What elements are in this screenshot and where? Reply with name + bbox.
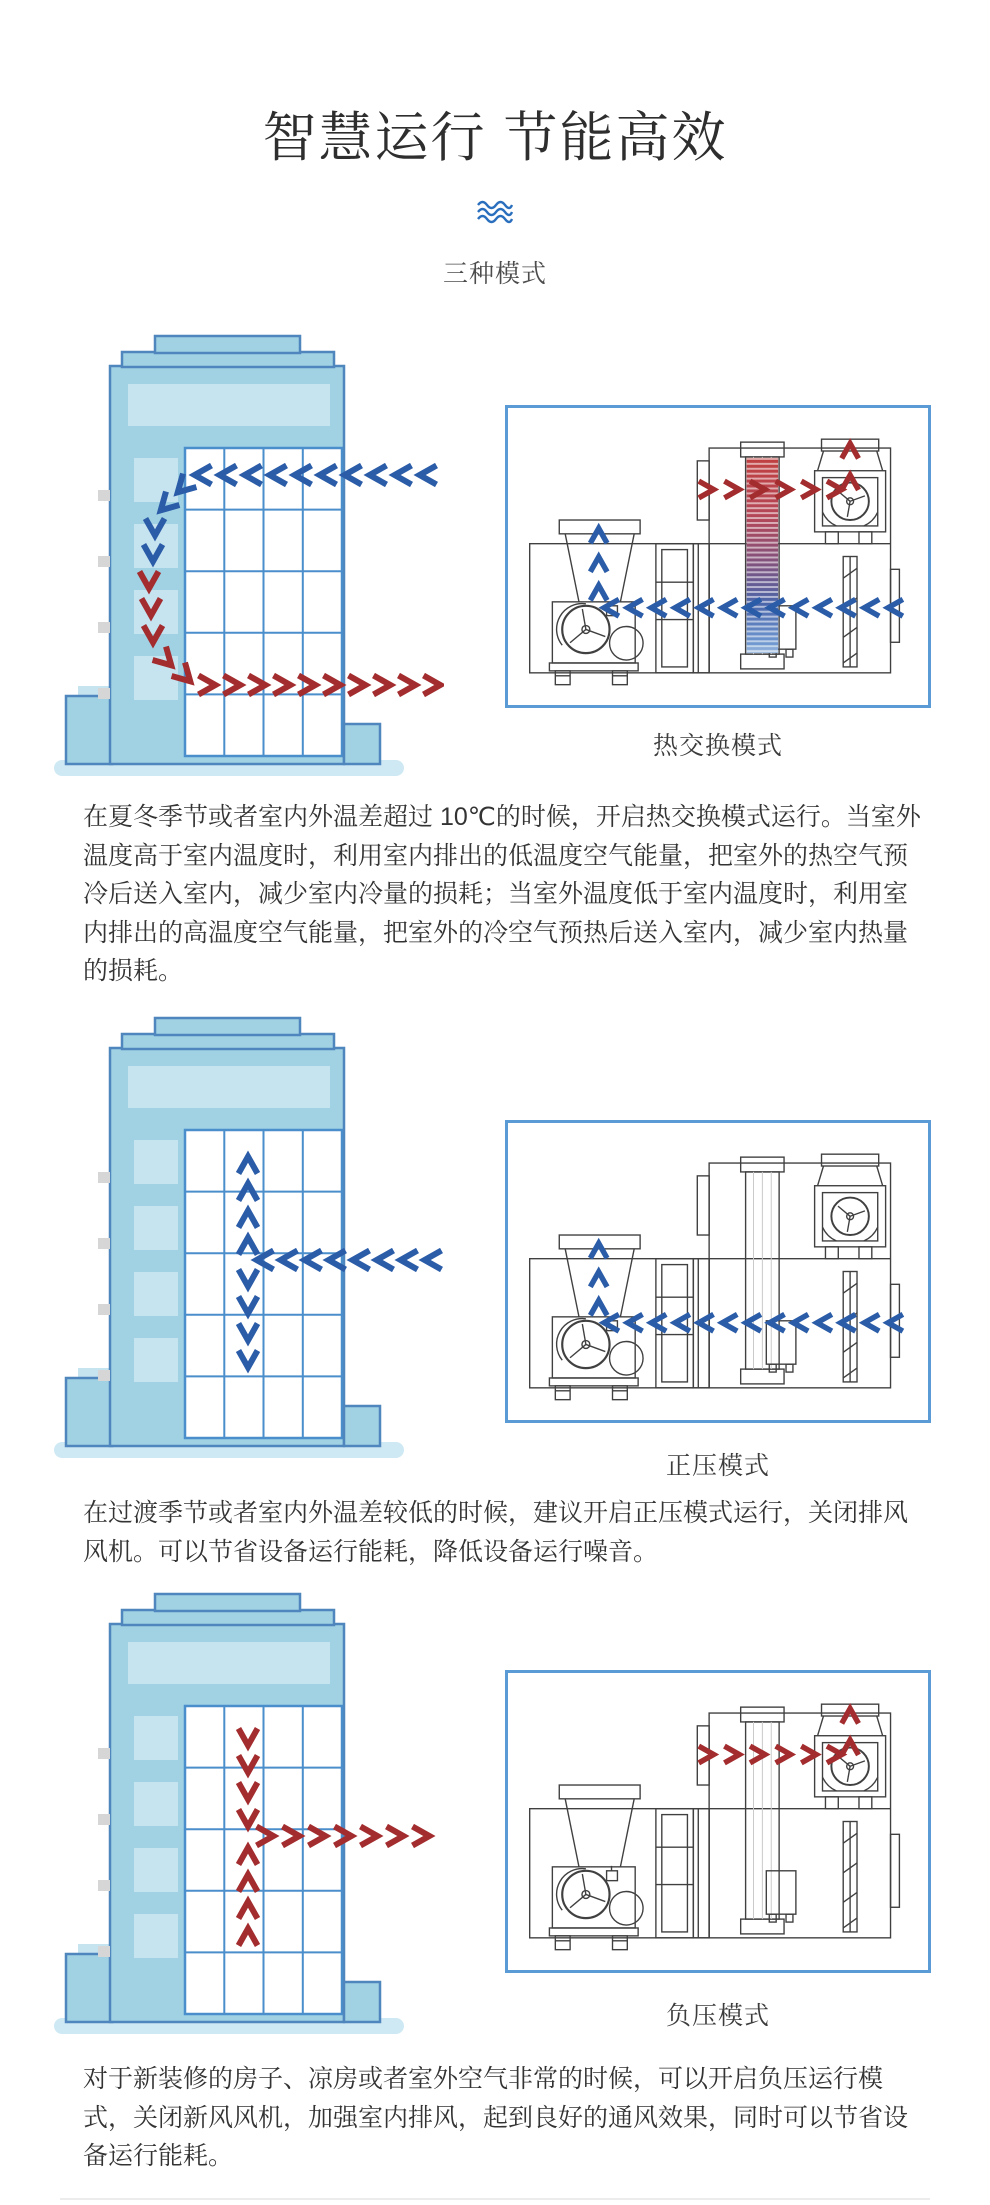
hvac-diagram-heat-exchange — [505, 405, 931, 708]
waves-icon — [0, 200, 990, 229]
mode-label: 正压模式 — [665, 1452, 770, 1480]
page-subtitle: 三种模式 — [442, 260, 547, 288]
bottom-divider — [60, 2198, 930, 2200]
hvac-diagram-positive-pressure — [505, 1120, 931, 1423]
mode-description: 在过渡季节或者室内外温差较低的时候，建议开启正压模式运行，关闭排风风机。可以节省设备运行能耗，降低设备运行噪音。 — [83, 1499, 909, 1566]
mode-label: 负压模式 — [665, 2002, 770, 2030]
page-title: 智慧运行 节能高效 — [262, 108, 728, 168]
building-illustration-heat-exchange — [52, 330, 444, 778]
building-illustration-positive-pressure — [52, 1012, 444, 1460]
building-illustration-negative-pressure — [52, 1588, 444, 2036]
mode-label: 热交换模式 — [652, 732, 783, 760]
hvac-diagram-negative-pressure — [505, 1670, 931, 1973]
mode-description: 在夏冬季节或者室内外温差超过 10℃的时候，开启热交换模式运行。当室外温度高于室内温度时，利用室内排出的低温度空气能量，把室外的热空气预冷后送入室内，减少室内冷量的损耗；当室外温度低于室内温度时，利用室内排出的高温度空气能量，把室外的冷空气预热后送入室内，减少室内热量的损耗。 — [83, 803, 921, 986]
mode-description: 对于新装修的房子、凉房或者室外空气非常的时候，可以开启负压运行模式，关闭新风风机，加强室内排风，起到良好的通风效果，同时可以节省设备运行能耗。 — [83, 2065, 909, 2171]
